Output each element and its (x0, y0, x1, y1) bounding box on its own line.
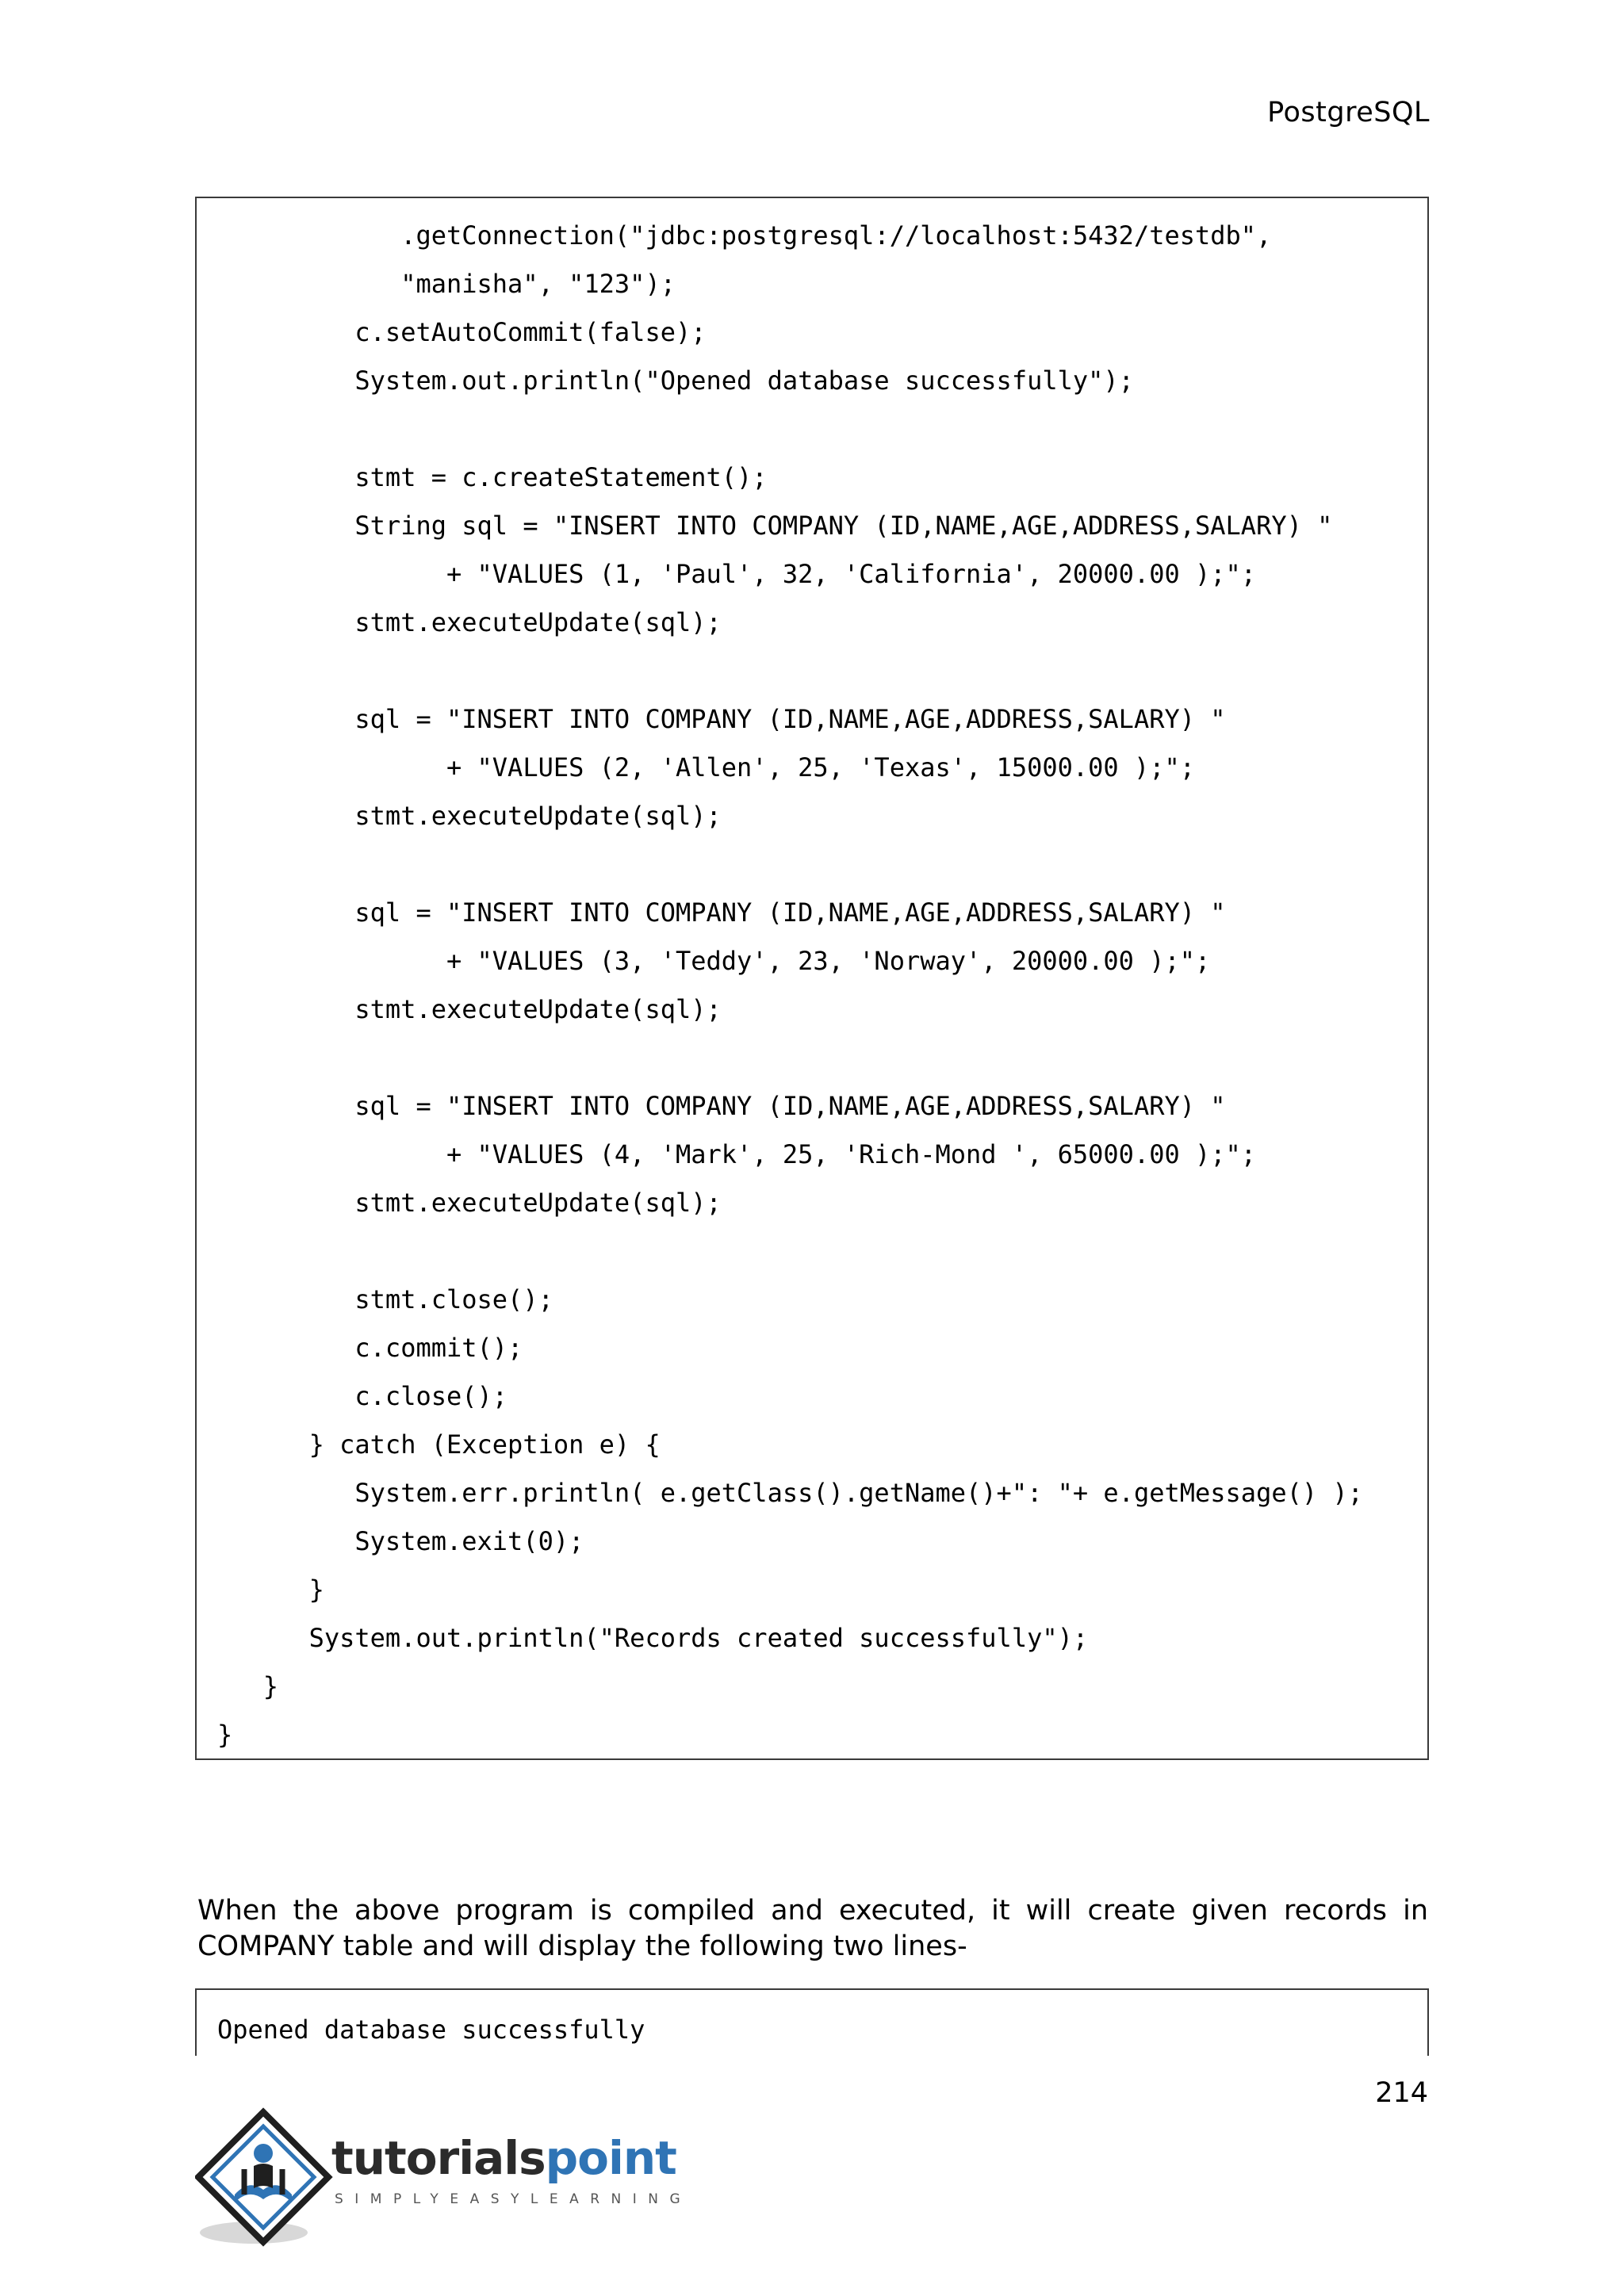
output-block (195, 1988, 1429, 2056)
code-line: System.out.println("Records created successfully"); (217, 1623, 1089, 1653)
code-block (195, 197, 1429, 1760)
logo-emblem-icon (195, 2106, 338, 2248)
code-line: c.commit(); (217, 1333, 523, 1363)
code-line (197, 405, 1427, 453)
code-line: .getConnection("jdbc:postgresql://localhost:5432/testdb", (217, 220, 1272, 251)
code-line: + "VALUES (2, 'Allen', 25, 'Texas', 15000.00 );"; (217, 752, 1195, 783)
tutorialspoint-logo (195, 2106, 692, 2248)
logo-wordmark (331, 2131, 676, 2185)
logo-wordmark-part1: tutorials (331, 2131, 546, 2185)
code-line: System.out.println("Opened database successfully"); (217, 365, 1134, 396)
code-line: stmt.close(); (217, 1284, 553, 1314)
code-line: stmt.executeUpdate(sql); (217, 994, 722, 1024)
code-line: "manisha", "123"); (217, 269, 676, 299)
code-line: stmt.executeUpdate(sql); (217, 801, 722, 831)
code-line (197, 840, 1427, 889)
code-line (197, 1227, 1427, 1276)
code-line: } (217, 1575, 324, 1605)
code-line: + "VALUES (3, 'Teddy', 23, 'Norway', 20000.00 );"; (217, 946, 1211, 976)
page-number: 214 (1375, 2077, 1428, 2109)
code-line: stmt.executeUpdate(sql); (217, 607, 722, 637)
code-line: c.setAutoCommit(false); (217, 317, 707, 347)
code-line: } catch (Exception e) { (217, 1429, 661, 1460)
code-line: stmt.executeUpdate(sql); (217, 1188, 722, 1218)
code-line: System.err.println( e.getClass().getName()+": "+ e.getMessage() ); (217, 1478, 1363, 1508)
page-header-title: PostgreSQL (1267, 97, 1430, 128)
code-line: + "VALUES (4, 'Mark', 25, 'Rich-Mond ', 65000.00 );"; (217, 1139, 1257, 1169)
code-line: sql = "INSERT INTO COMPANY (ID,NAME,AGE,ADDRESS,SALARY) " (217, 1091, 1226, 1121)
logo-tagline: SIMPLYEASYLEARNING (335, 2191, 692, 2207)
code-line (197, 1034, 1427, 1082)
code-line: stmt = c.createStatement(); (217, 462, 768, 492)
code-line: } (217, 1671, 279, 1701)
code-line: c.close(); (217, 1381, 508, 1411)
code-line: } (217, 1720, 233, 1750)
code-line: System.exit(0); (217, 1526, 584, 1556)
output-line: Opened database successfully (217, 2015, 645, 2045)
body-paragraph: When the above program is compiled and executed, it will create given records in COMPANY table and will display the following two lines- (197, 1895, 1428, 1962)
code-line: + "VALUES (1, 'Paul', 32, 'California', 20000.00 );"; (217, 559, 1257, 589)
code-line: sql = "INSERT INTO COMPANY (ID,NAME,AGE,ADDRESS,SALARY) " (217, 704, 1226, 734)
code-line: String sql = "INSERT INTO COMPANY (ID,NAME,AGE,ADDRESS,SALARY) " (217, 511, 1333, 541)
logo-wordmark-part2: point (545, 2131, 676, 2185)
code-line: sql = "INSERT INTO COMPANY (ID,NAME,AGE,ADDRESS,SALARY) " (217, 897, 1226, 928)
code-line (197, 647, 1427, 695)
